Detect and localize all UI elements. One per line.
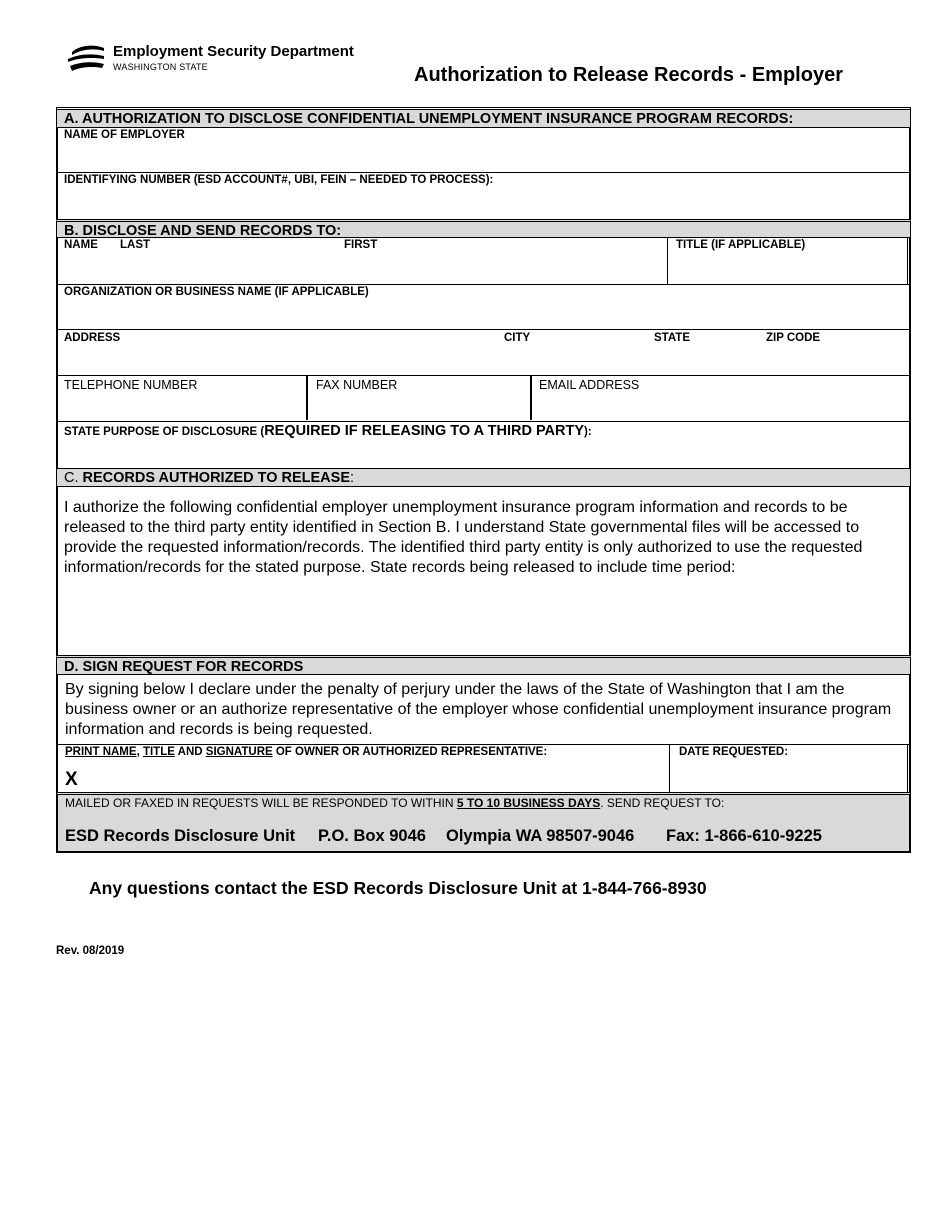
esd-logo-icon — [66, 44, 106, 74]
fax-label: FAX NUMBER — [316, 378, 398, 392]
org-subtitle: WASHINGTON STATE — [113, 62, 208, 72]
response-days: 5 TO 10 BUSINESS DAYS — [456, 796, 601, 810]
signature-field[interactable] — [86, 763, 666, 791]
divider — [669, 744, 670, 792]
state-label: STATE — [654, 332, 690, 344]
title-label: TITLE (IF APPLICABLE) — [676, 239, 806, 251]
telephone-field[interactable] — [58, 393, 305, 420]
divider — [306, 375, 308, 420]
city-state-zip: Olympia WA 98507-9046 — [446, 827, 635, 845]
employer-name-label: NAME OF EMPLOYER — [64, 129, 185, 141]
release-form — [56, 107, 911, 853]
signature-x-mark: X — [65, 769, 78, 790]
divider — [56, 421, 911, 422]
zip-label: ZIP CODE — [766, 332, 821, 344]
employer-name-field[interactable] — [58, 143, 909, 171]
organization-field[interactable] — [58, 300, 909, 328]
divider — [667, 238, 668, 284]
section-d-header: D. SIGN REQUEST FOR RECORDS — [56, 655, 911, 675]
signature-label-rest: OF OWNER OR AUTHORIZED REPRESENTATIVE: — [272, 746, 548, 758]
perjury-declaration-text: By signing below I declare under the penalty of perjury under the laws of the State of Washington that I am the business owner or an authorize representative of the employer whose confidential unemployment insurance program information and records is being requested. — [65, 681, 892, 738]
mail-instructions-suffix: . SEND REQUEST TO: — [600, 796, 725, 810]
divider — [907, 238, 908, 284]
purpose-label-prefix: STATE PURPOSE OF DISCLOSURE ( — [64, 426, 265, 438]
first-name-label: FIRST — [344, 239, 378, 251]
section-b-header: B. DISCLOSE AND SEND RECORDS TO: — [56, 219, 911, 238]
org-name: Employment Security Department — [113, 43, 354, 60]
print-name-word: PRINT NAME — [65, 746, 137, 758]
divider — [56, 744, 911, 745]
telephone-label: TELEPHONE NUMBER — [64, 378, 198, 392]
comma: , — [136, 746, 143, 758]
address-label: ADDRESS — [64, 332, 121, 344]
purpose-field[interactable] — [58, 442, 909, 467]
address-field[interactable] — [58, 346, 909, 374]
purpose-label — [64, 423, 592, 439]
mail-instructions — [65, 796, 724, 810]
purpose-label-suffix: ): — [584, 426, 592, 438]
section-c-letter: C. — [64, 470, 83, 486]
section-a-header: A. AUTHORIZATION TO DISCLOSE CONFIDENTIAL UNEMPLOYMENT INSURANCE PROGRAM RECORDS: — [56, 109, 911, 128]
divider — [56, 329, 911, 330]
divider — [56, 172, 911, 173]
purpose-label-emphasis: REQUIRED IF RELEASING TO A THIRD PARTY — [264, 423, 585, 439]
identifying-number-label: IDENTIFYING NUMBER (ESD ACCOUNT#, UBI, FEIN – NEEDED TO PROCESS): — [64, 174, 494, 186]
records-authorization-text: I authorize the following confidential employer unemployment insurance program information and records to be released to the third party entity identified in Section B. I understand State governmental files will be accessed to provide the requested information/records. The identified third party entity is only authorized to use the requested information/records for the stated purpose. State records being released to include time period: — [64, 499, 863, 576]
section-c-colon: : — [350, 470, 355, 486]
title-word: TITLE — [142, 746, 175, 758]
email-field[interactable] — [533, 393, 909, 420]
organization-label: ORGANIZATION OR BUSINESS NAME (IF APPLICABLE) — [64, 286, 369, 298]
section-c-title: RECORDS AUTHORIZED TO RELEASE — [82, 470, 350, 486]
fax-field[interactable] — [309, 393, 529, 420]
signature-label — [65, 746, 547, 758]
contact-line: Any questions contact the ESD Records Disclosure Unit at 1-844-766-8930 — [89, 878, 707, 898]
fax-number: Fax: 1-866-610-9225 — [666, 827, 822, 845]
divider — [56, 284, 911, 285]
date-requested-field[interactable] — [671, 763, 907, 791]
and-word: AND — [174, 746, 206, 758]
recipient-title-field[interactable] — [669, 253, 906, 283]
recipient-name-field[interactable] — [58, 253, 666, 283]
last-name-label: LAST — [120, 239, 151, 251]
date-requested-label: DATE REQUESTED: — [679, 746, 789, 758]
time-period-field[interactable] — [58, 583, 909, 653]
document-title: Authorization to Release Records - Employer — [414, 64, 843, 86]
name-label: NAME — [64, 239, 98, 251]
divider — [907, 744, 908, 792]
mail-instructions-prefix: MAILED OR FAXED IN REQUESTS WILL BE RESPONDED TO WITHIN — [65, 796, 457, 810]
signature-word: SIGNATURE — [205, 746, 273, 758]
po-box: P.O. Box 9046 — [318, 827, 426, 845]
email-label: EMAIL ADDRESS — [539, 378, 640, 392]
section-c-header — [56, 468, 911, 487]
revision-date: Rev. 08/2019 — [56, 945, 125, 957]
city-label: CITY — [504, 332, 531, 344]
disclosure-unit-name: ESD Records Disclosure Unit — [65, 827, 296, 845]
divider — [530, 375, 532, 420]
identifying-number-field[interactable] — [58, 189, 909, 217]
divider — [56, 375, 911, 376]
